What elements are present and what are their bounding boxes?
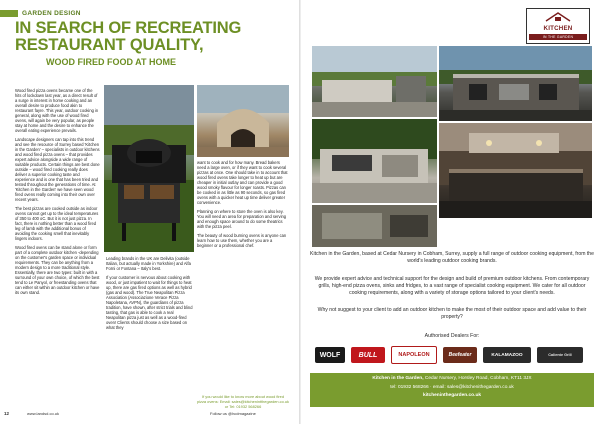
subheadline: WOOD FIRED FOOD AT HOME: [46, 57, 176, 67]
article-paragraph: Planning on where to store the oven is also key. You will need an area for preparation and serving and enough space around to do some theatrics with the pizza peel.: [197, 209, 287, 229]
photo-stone-kitchen: [439, 46, 592, 121]
logo-name: KITCHEN: [543, 25, 573, 32]
logo-subtitle: IN THE GARDEN: [529, 34, 587, 40]
article-paragraph: Wood fired ovens can be stand alone or form part of a complete outdoor kitchen -depending on the customer's garden space or individual requirements. They can be anything from a modern design to a more traditional style. Essentially, there are two types: built in with a surround of your own choice, of which the best tend to Le Panyol, or freestanding ovens that can either sit within an outdoor kitchen or have its own stand.: [15, 245, 100, 295]
page-number: 12: [4, 411, 10, 416]
caliente-grill-logo: Caliente Grill: [537, 347, 583, 363]
article-paragraph: want to cook and for how many. Bread bakers need a large oven, or if they want to cook several pizzas at once. One should take in to account that wood fired ovens take longer to heat up but are cheaper in initial outlay and can provide a good wood smoky flavour for longer roasts. Pizzas can be cooked in as little as 90 seconds, so gas fired ovens with a quicker heat up time deliver greater convenience.: [197, 160, 288, 205]
footer-follow: Follow us @hcdmagazine: [210, 411, 256, 416]
contact-box: [310, 373, 594, 407]
headline: [15, 20, 295, 54]
photo-kitchen-night: [439, 123, 592, 218]
photo-pizza-oven-illustration: [104, 85, 194, 252]
photo-stone-kitchen-illustration: [439, 46, 592, 121]
article-column-3: [197, 160, 289, 252]
contact-address-text: Cedar Nursery, Horsley Road, Cobham, KT11 3JX: [423, 376, 532, 381]
article-paragraph: Leading brands in the UK are Delivita (outside Italian, but actually made in Yorkshire) and Alfa Forni or Fontana – Italy's best.: [106, 256, 191, 271]
photo-brick-oven-illustration: [197, 85, 289, 157]
beefeater-logo: Beefeater: [443, 347, 477, 363]
article-paragraph: Landscape designers can tap into this trend and see the resource of Surrey based 'Kitchen in the Garden' – specialists in outdoor kitchens and wood fired pizza ovens – that provides expert advice alongside a wide range of suitable products. Certain things are best done outside – wood fired cooking really does deliver a superior cooking taste and experience and is one that has been tried and tested throughout the generations of time. At 'Kitchen in the Garden' we have seen wood fired ovens really coming into their own over recent years.: [15, 137, 100, 202]
photo-kitchen-night-illustration: [439, 123, 592, 218]
pull-quote: If you would like to know more about wood fired pizza ovens: Email: sales@kitchenintthegarden.co.uk or Tel: 01932 568266: [197, 394, 289, 409]
page-spine: [299, 0, 301, 424]
photo-pizza-oven-garden: [104, 85, 194, 252]
section-tag-label: GARDEN DESIGN: [22, 9, 81, 17]
photo-brick-oven: [197, 85, 289, 157]
wolf-logo: WOLF: [315, 347, 345, 363]
house-roof-icon: [545, 12, 571, 22]
footer-left: [15, 411, 59, 416]
article-paragraph: The best pizzas are cooked outside as indoor ovens cannot get up to the ideal temperatures of 350 to 400 oC. But it is not just pizza. In fact, there is nothing better than a wood fired leg of lamb with the additional bonus of avoiding the cooking smell that inevitably lingers indoors.: [15, 206, 99, 241]
kitchen-in-the-garden-logo: [526, 8, 590, 44]
article-paragraph: Wood fired pizza ovens became one of the hits of lockdown last year, as a direct result of a surge in interest in home cooking and an overall desire to produce food akin to restaurant fayre. This year, outdoor cooking in general, along with the use of wood fired ovens, will again be very popular, as people stay at home and the desire to enhance the overall eating experience prevails.: [15, 88, 99, 133]
dealers-label: Authorised Dealers For:: [424, 333, 480, 339]
contact-phone-email: tel: 01932 568266 · email: sales@kitchenithegarden.co.uk: [390, 384, 514, 390]
photo-outdoor-bbq: [312, 119, 437, 203]
article-paragraph: If your customer is nervous about cooking with wood, or just impatient to wait for things to heat up, there are gas fired options as well as hybrid (gas and wood). The True Neapolitan Pizza Association (Associazione Verace Pizza Napoletana, AVPN), the guardians of pizza tradition, have shown, after strict trials and blind tasting, that gas is able to cook a real Neapolitan pizza just as well as a wood-fired oven! Clients should choose a size based on what they: [106, 275, 193, 330]
contact-address: [310, 375, 594, 384]
photo-kitchen-patio: [312, 46, 437, 117]
dealer-logos: [315, 345, 595, 365]
photo-kitchen-patio-illustration: [312, 46, 437, 117]
headline-line1: IN SEARCH OF RECREATING: [15, 19, 242, 37]
intro-paragraph: Kitchen in the Garden, based at Cedar Nursery in Cobham, Surrey, supply a full range of outdoor cooking equipment, from the world's leading outdoor cooking brands.: [310, 251, 594, 265]
services-paragraph: We provide expert advice and technical support for the design and build of premium outdoor kitchens. From contemporary grills, high-end pizza ovens, sinks and fridges, to a vast range of specialist cooking equipment. We cater for all outdoor cooking requirements, along with a variety of storage options tailored to your client's needs.: [314, 276, 590, 297]
bull-logo: BULL: [351, 347, 385, 363]
photo-outdoor-bbq-illustration: [312, 119, 437, 203]
kalamazoo-logo: KALAMAZOO: [483, 347, 531, 363]
section-tag-bar: [0, 10, 18, 17]
napoleon-logo: NAPOLEON: [391, 346, 437, 364]
headline-line2: RESTAURANT QUALITY,: [15, 36, 204, 54]
contact-website: kitcheninthegarden.co.uk: [422, 393, 482, 398]
photo-grill-detail: [312, 205, 437, 247]
photo-grill-detail-illustration: [312, 205, 437, 247]
article-column-2: [106, 256, 194, 334]
article-paragraph: The beauty of wood burning ovens is anyone can learn how to use them, whether you are a beginner or a professional chef.: [197, 233, 287, 248]
contact-company: Kitchen in the Garden,: [372, 376, 424, 381]
article-column-1: [15, 88, 100, 299]
footer-site: www.landsd.co.uk: [27, 411, 60, 416]
suggestion-paragraph: Why not suggest to your client to add an outdoor kitchen to make the most of their outdoor space and add value to their property?: [317, 307, 587, 321]
section-tag: [0, 8, 81, 18]
